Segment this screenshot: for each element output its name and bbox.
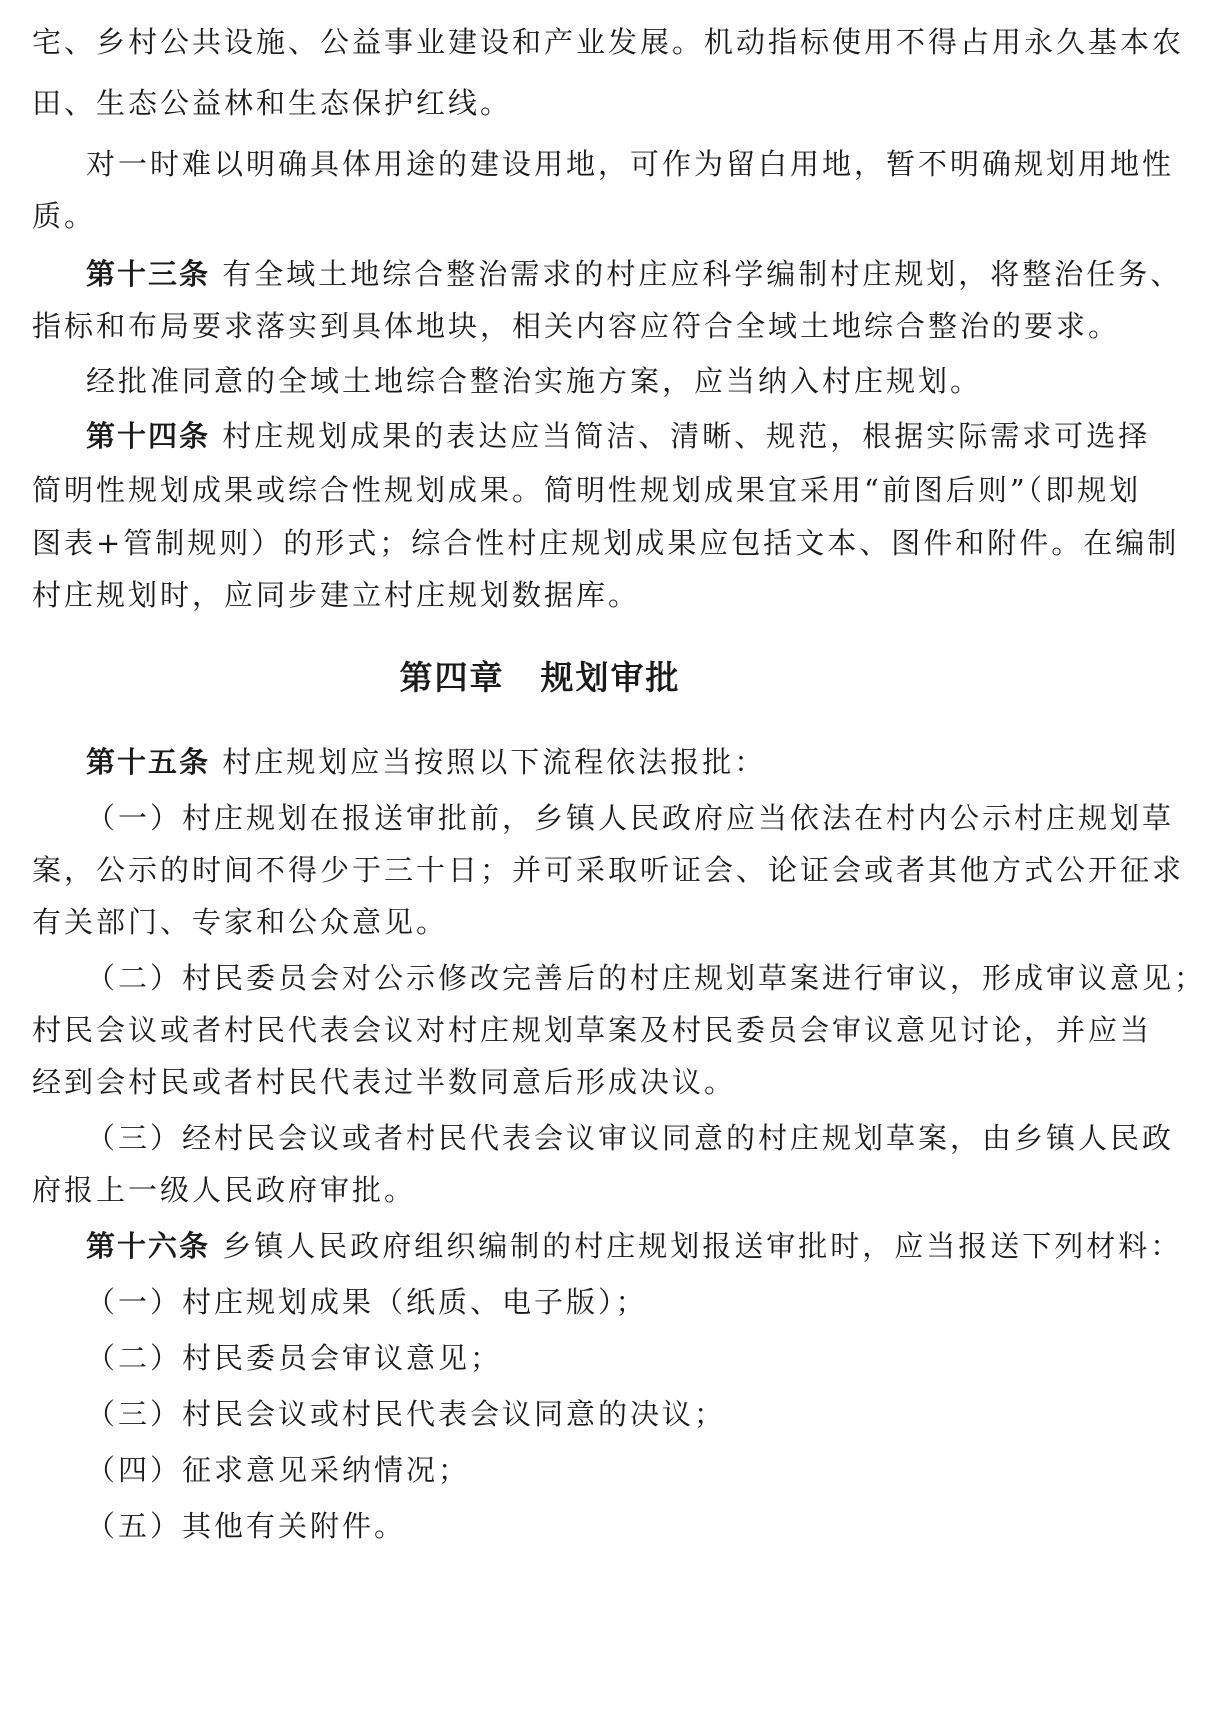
text-line: 指标和布局要求落实到具体地块，相关内容应符合全域土地综合整治的要求。	[32, 309, 1121, 343]
text-line: 对一时难以明确具体用途的建设用地，可作为留白用地，暂不明确规划用地性	[86, 147, 1175, 181]
text-line: 村庄规划时，应同步建立村庄规划数据库。	[32, 578, 641, 612]
text-line: 案，公示的时间不得少于三十日；并可采取听证会、论证会或者其他方式公开征求	[32, 853, 1185, 887]
list-item: （二）村民委员会审议意见；	[86, 1341, 503, 1375]
text-line: 村庄规划成果的表达应当简洁、清晰、规范，根据实际需求可选择	[222, 419, 1151, 453]
list-item: （三）村民会议或村民代表会议同意的决议；	[86, 1397, 727, 1431]
text-line: 有关部门、专家和公众意见。	[32, 905, 449, 939]
article-13-label: 第十三条	[86, 257, 211, 291]
article-13-paragraph	[86, 254, 1182, 294]
chapter-title: 规划审批	[540, 658, 681, 697]
article-14-label: 第十四条	[86, 419, 211, 453]
text-line: 村民会议或者村民代表会议对村庄规划草案及村民委员会审议意见讨论，并应当	[32, 1013, 1153, 1047]
article-15-paragraph	[86, 742, 766, 782]
text-line: （一）村庄规划在报送审批前，乡镇人民政府应当依法在村内公示村庄规划草	[86, 801, 1175, 835]
article-16-paragraph	[86, 1226, 1182, 1266]
article-16-label: 第十六条	[86, 1229, 211, 1263]
text-line: （二）村民委员会对公示修改完善后的村庄规划草案进行审议，形成审议意见；	[86, 961, 1206, 995]
list-item: （四）征求意见采纳情况；	[86, 1453, 471, 1487]
text-line: 乡镇人民政府组织编制的村庄规划报送审批时，应当报送下列材料：	[222, 1229, 1183, 1263]
text-line: 有全域土地综合整治需求的村庄应科学编制村庄规划，将整治任务、	[222, 257, 1183, 291]
text-line: 田、生态公益林和生态保护红线。	[32, 86, 513, 120]
article-15-label: 第十五条	[86, 745, 211, 779]
text-line: 府报上一级人民政府审批。	[32, 1173, 417, 1207]
text-line: 经到会村民或者村民代表过半数同意后形成决议。	[32, 1065, 737, 1099]
text-line: 质。	[32, 199, 97, 233]
list-item: （一）村庄规划成果（纸质、电子版）；	[86, 1285, 648, 1319]
chapter-heading	[0, 656, 1080, 700]
text-line: （三）经村民会议或者村民代表会议审议同意的村庄规划草案，由乡镇人民政	[86, 1121, 1175, 1155]
article-14-paragraph	[86, 416, 1150, 456]
text-line: 经批准同意的全域土地综合整治实施方案，应当纳入村庄规划。	[86, 364, 983, 398]
list-item: （五）其他有关附件。	[86, 1509, 407, 1543]
text-line: 图表+管制规则）的形式；综合性村庄规划成果应包括文本、图件和附件。在编制	[32, 526, 1180, 560]
chapter-number: 第四章	[399, 658, 505, 697]
text-line: 村庄规划应当按照以下流程依法报批：	[222, 745, 767, 779]
text-line: 简明性规划成果或综合性规划成果。简明性规划成果宜采用“前图后则”（即规划	[32, 473, 1142, 507]
text-line: 宅、乡村公共设施、公益事业建设和产业发展。机动指标使用不得占用永久基本农	[32, 25, 1185, 59]
